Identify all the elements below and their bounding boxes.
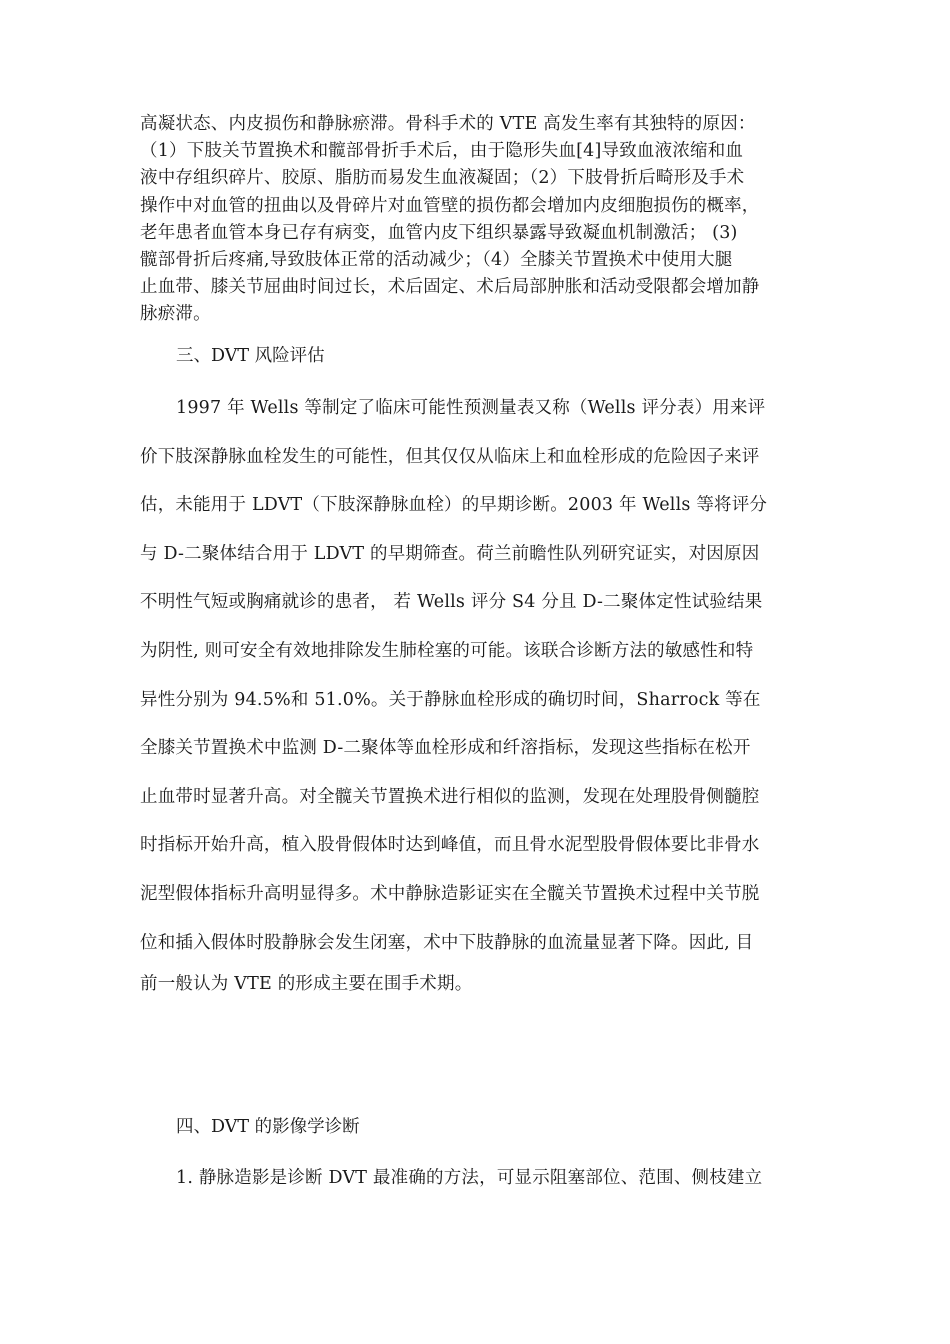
text-line: 时指标开始升高，植入股骨假体时达到峰值，而且骨水泥型股骨假体要比非骨水: [140, 835, 760, 856]
text-line: 泥型假体指标升高明显得多。术中静脉造影证实在全髋关节置换术过程中关节脱: [140, 883, 760, 904]
text-line: 不明性气短或胸痛就诊的患者， 若 Wells 评分 S4 分且 D-二聚体定性试验结果: [140, 592, 763, 613]
text-line: 脉瘀滞。: [140, 304, 211, 325]
paragraph-venography: [140, 1163, 815, 1193]
text-line: （1）下肢关节置换术和髋部骨折手术后，由于隐形失血[4]导致血液浓缩和血: [140, 141, 744, 162]
text-line: 髋部骨折后疼痛,导致肢体正常的活动减少；（4）全膝关节置换术中使用大腿: [140, 249, 733, 270]
text-line: 操作中对血管的扭曲以及骨碎片对血管壁的损伤都会增加内皮细胞损伤的概率，: [140, 195, 760, 216]
text-line: 液中存组织碎片、胶原、脂肪而易发生血液凝固；（2）下肢骨折后畸形及手术: [140, 168, 745, 189]
paragraph-last-line: [140, 971, 815, 998]
text-line: 止血带、膝关节屈曲时间过长，术后固定、术后局部肿胀和活动受限都会增加静: [140, 277, 760, 298]
text-line: 估，未能用于 LDVT（下肢深静脉血栓）的早期诊断。2003 年 Wells 等将评分: [140, 495, 768, 516]
paragraph-wells-score: [140, 384, 815, 967]
text-line: 老年患者血管本身已存有病变，血管内皮下组织暴露导致凝血机制激活； (3): [140, 222, 738, 243]
text-line: 全膝关节置换术中监测 D-二聚体等血栓形成和纤溶指标，发现这些指标在松开: [140, 738, 751, 759]
text-line: 价下肢深静脉血栓发生的可能性，但其仅仅从临床上和血栓形成的危险因子来评: [140, 446, 760, 467]
paragraph-vte-causes: [140, 111, 815, 329]
text-line: 高凝状态、内皮损伤和静脉瘀滞。骨科手术的 VTE 高发生率有其独特的原因：: [140, 114, 756, 134]
text-line: 1997 年 Wells 等制定了临床可能性预测量表又称（Wells 评分表）用来评: [176, 398, 766, 418]
text-line: 与 D-二聚体结合用于 LDVT 的早期筛查。荷兰前瞻性队列研究证实，对因原因: [140, 543, 760, 564]
text-line: 位和插入假体时股静脉会发生闭塞，术中下肢静脉的血流量显著下降。因此, 目: [140, 932, 754, 953]
text-line: 异性分别为 94.5%和 51.0%。关于静脉血栓形成的确切时间，Sharrock 等在: [140, 689, 761, 710]
text-line: 1. 静脉造影是诊断 DVT 最准确的方法，可显示阻塞部位、范围、侧枝建立: [176, 1168, 763, 1188]
text-line: 止血带时显著升高。对全髋关节置换术进行相似的监测，发现在处理股骨侧髓腔: [140, 786, 760, 807]
section-heading-dvt-imaging: 四、DVT 的影像学诊断: [176, 1117, 360, 1137]
section-heading-dvt-risk: 三、DVT 风险评估: [176, 346, 325, 366]
text-line: 前一般认为 VTE 的形成主要在围手术期。: [140, 974, 473, 994]
text-line: 为阴性, 则可安全有效地排除发生肺栓塞的可能。该联合诊断方法的敏感性和特: [140, 640, 754, 661]
